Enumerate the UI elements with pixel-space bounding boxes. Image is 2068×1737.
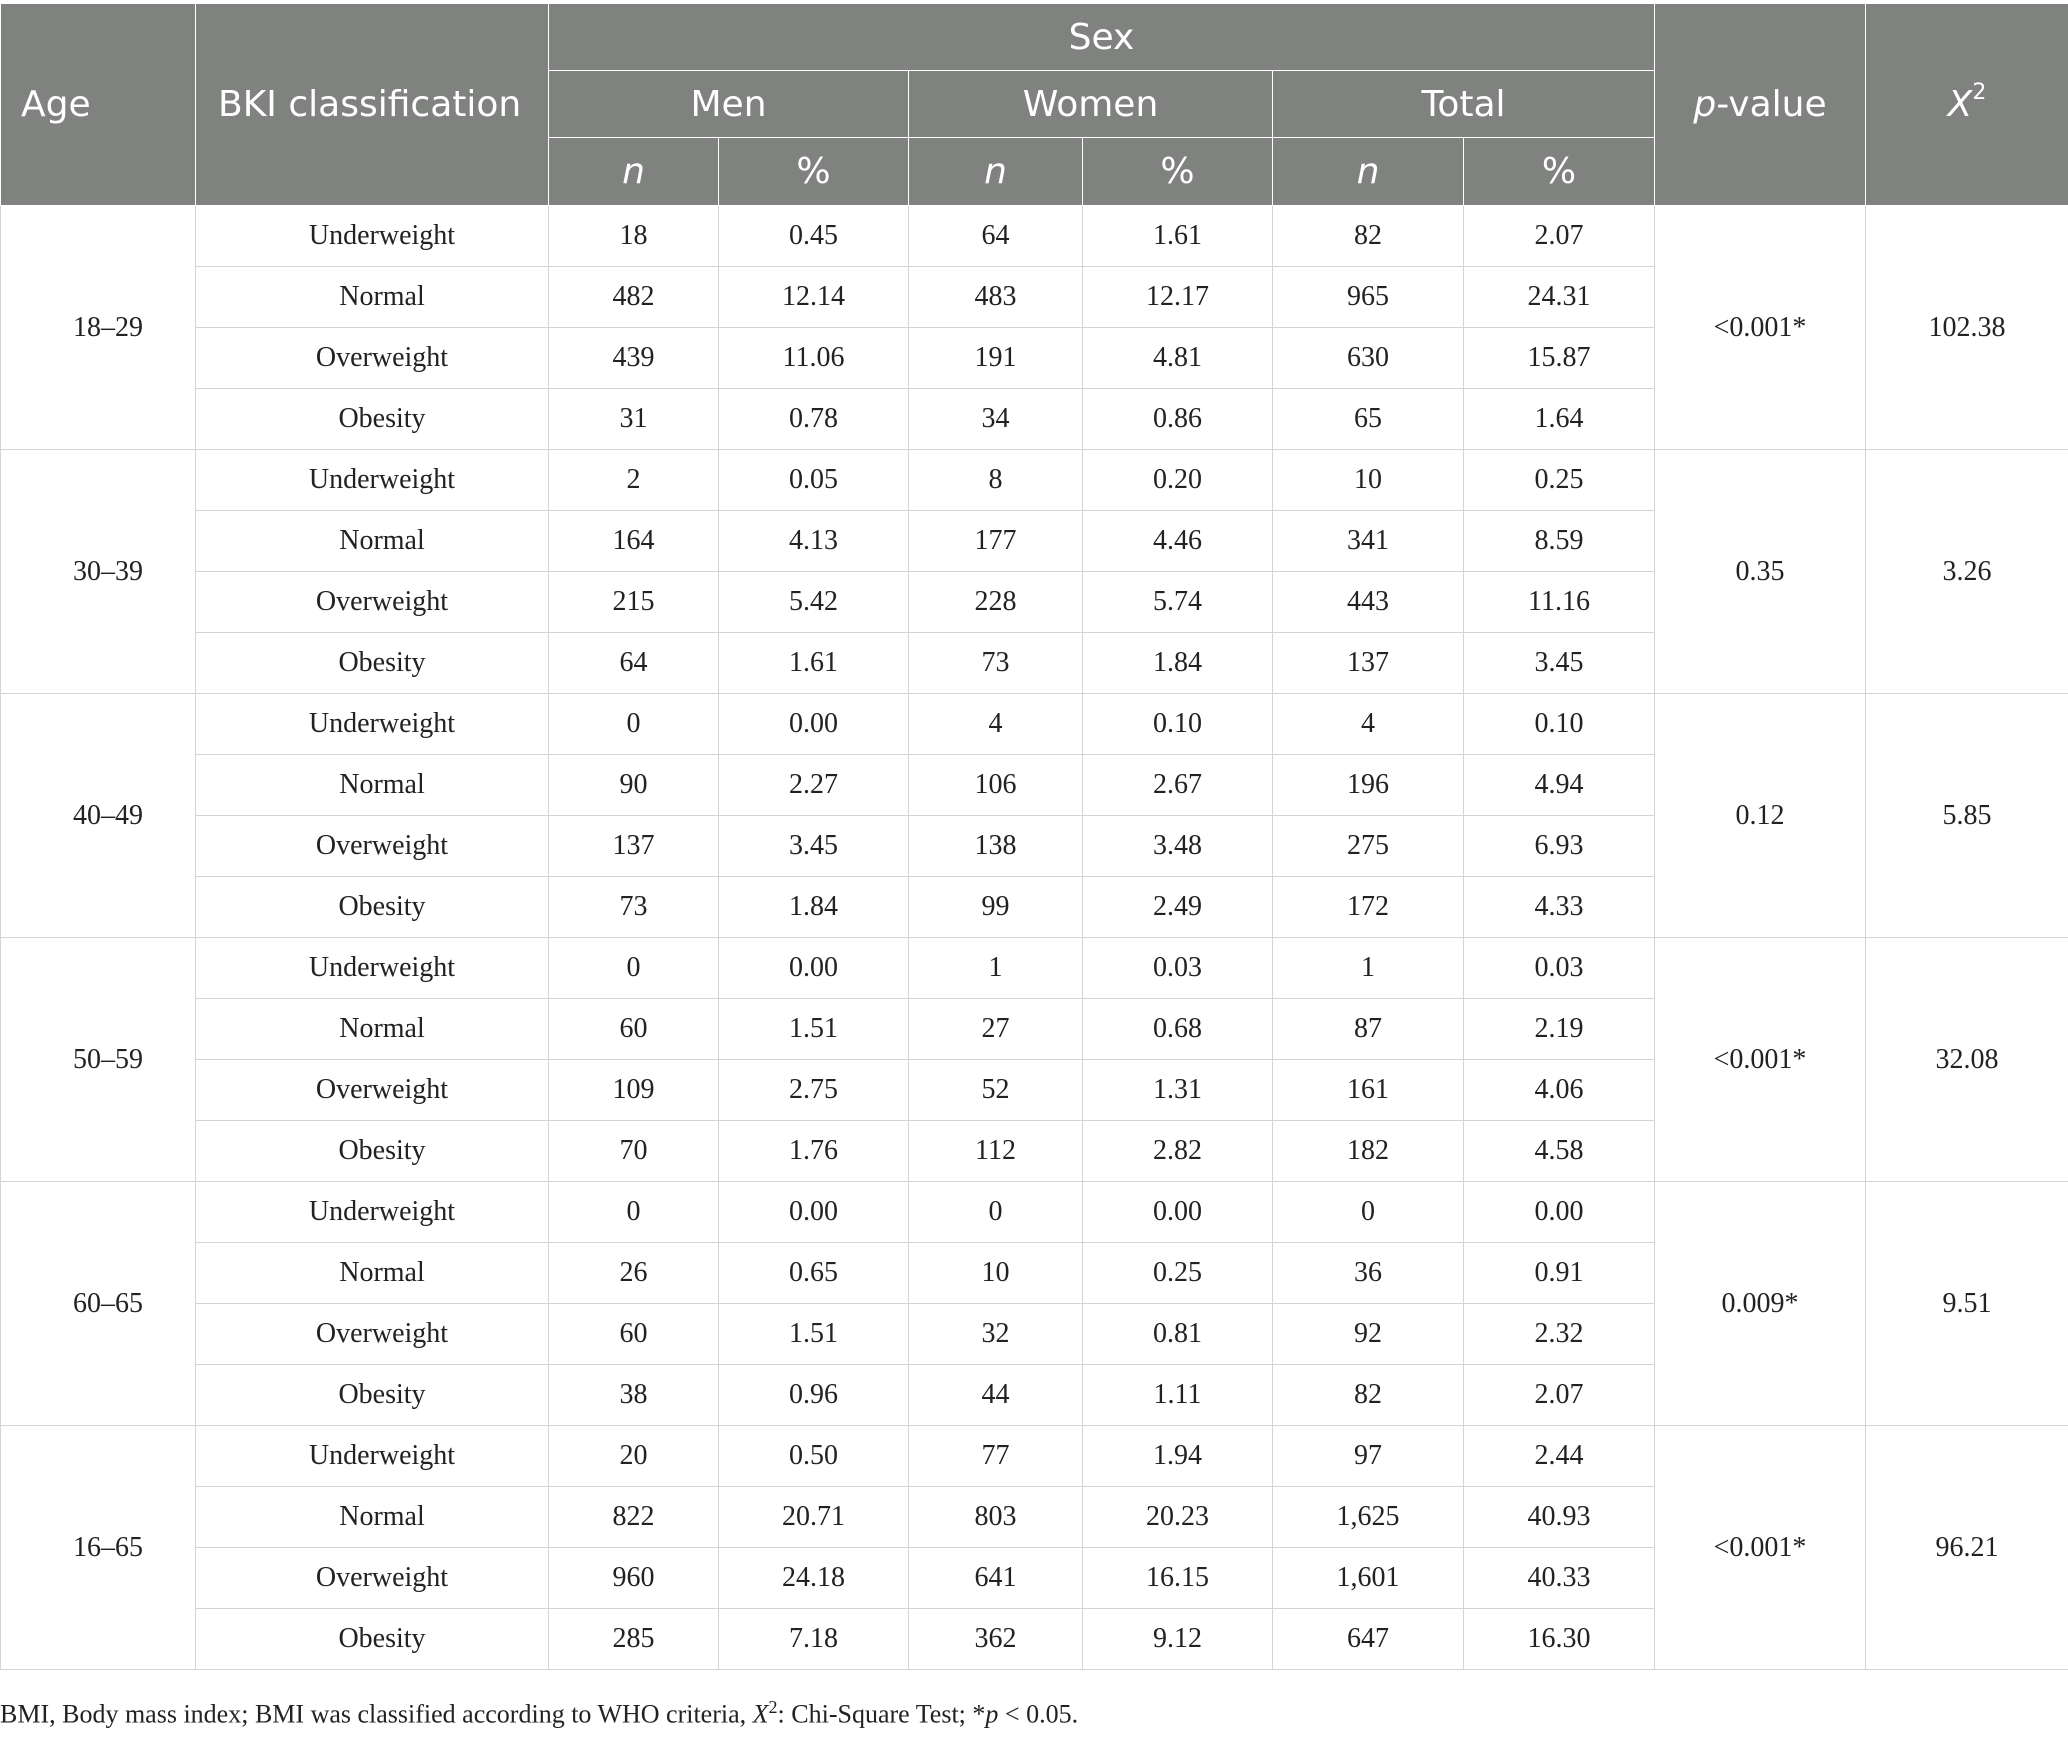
women-pct-cell: 4.46 — [1083, 511, 1273, 572]
chi-square-cell: 3.26 — [1866, 450, 2068, 694]
table-header — [1, 4, 2068, 206]
women-n-cell: 27 — [909, 999, 1083, 1060]
total-n-cell: 630 — [1273, 328, 1464, 389]
men-pct-cell: 0.65 — [719, 1243, 909, 1304]
total-n-cell: 82 — [1273, 1365, 1464, 1426]
p-value-cell: 0.12 — [1655, 694, 1866, 938]
chi-square-cell: 9.51 — [1866, 1182, 2068, 1426]
women-pct-cell: 1.94 — [1083, 1426, 1273, 1487]
footnote-p-symbol: p — [985, 1699, 999, 1729]
men-n-cell: 822 — [549, 1487, 719, 1548]
men-n-cell: 64 — [549, 633, 719, 694]
total-pct-cell: 4.58 — [1464, 1121, 1655, 1182]
women-pct-cell: 0.86 — [1083, 389, 1273, 450]
total-n-cell: 161 — [1273, 1060, 1464, 1121]
men-n-cell: 482 — [549, 267, 719, 328]
men-pct-cell: 20.71 — [719, 1487, 909, 1548]
total-pct-cell: 16.30 — [1464, 1609, 1655, 1670]
age-group-cell: 60–65 — [1, 1182, 196, 1426]
women-pct-cell: 1.31 — [1083, 1060, 1273, 1121]
total-n-cell: 87 — [1273, 999, 1464, 1060]
bmi-class-cell: Overweight — [196, 1304, 549, 1365]
total-pct-cell: 0.00 — [1464, 1182, 1655, 1243]
bmi-class-cell: Normal — [196, 1243, 549, 1304]
total-n-cell: 1 — [1273, 938, 1464, 999]
total-n-header: n — [1273, 138, 1464, 206]
total-n-cell: 65 — [1273, 389, 1464, 450]
women-pct-cell: 3.48 — [1083, 816, 1273, 877]
total-pct-cell: 0.03 — [1464, 938, 1655, 999]
men-pct-cell: 1.51 — [719, 999, 909, 1060]
bmi-class-cell: Obesity — [196, 1365, 549, 1426]
men-n-cell: 70 — [549, 1121, 719, 1182]
women-pct-cell: 0.00 — [1083, 1182, 1273, 1243]
men-n-cell: 31 — [549, 389, 719, 450]
women-n-cell: 10 — [909, 1243, 1083, 1304]
total-n-cell: 137 — [1273, 633, 1464, 694]
men-pct-cell: 11.06 — [719, 328, 909, 389]
total-pct-cell: 6.93 — [1464, 816, 1655, 877]
total-n-cell: 172 — [1273, 877, 1464, 938]
men-n-cell: 2 — [549, 450, 719, 511]
chi-symbol: X — [1947, 84, 1973, 125]
women-pct-header: % — [1083, 138, 1273, 206]
age-group-cell: 18–29 — [1, 206, 196, 450]
total-n-cell: 36 — [1273, 1243, 1464, 1304]
men-n-cell: 439 — [549, 328, 719, 389]
women-n-cell: 73 — [909, 633, 1083, 694]
men-pct-cell: 0.00 — [719, 938, 909, 999]
men-pct-cell: 5.42 — [719, 572, 909, 633]
bmi-class-cell: Overweight — [196, 572, 549, 633]
total-pct-cell: 4.94 — [1464, 755, 1655, 816]
total-n-cell: 182 — [1273, 1121, 1464, 1182]
bmi-class-cell: Underweight — [196, 1426, 549, 1487]
women-pct-cell: 0.20 — [1083, 450, 1273, 511]
men-n-cell: 20 — [549, 1426, 719, 1487]
women-pct-cell: 0.03 — [1083, 938, 1273, 999]
women-n-cell: 483 — [909, 267, 1083, 328]
women-pct-cell: 1.11 — [1083, 1365, 1273, 1426]
total-pct-cell: 2.32 — [1464, 1304, 1655, 1365]
table-row — [1, 206, 2068, 267]
women-n-cell: 8 — [909, 450, 1083, 511]
total-pct-cell: 2.07 — [1464, 206, 1655, 267]
total-pct-cell: 40.93 — [1464, 1487, 1655, 1548]
chi-square-header — [1866, 4, 2068, 206]
p-value-cell: 0.009* — [1655, 1182, 1866, 1426]
total-n-cell: 647 — [1273, 1609, 1464, 1670]
men-n-cell: 960 — [549, 1548, 719, 1609]
bmi-class-cell: Underweight — [196, 938, 549, 999]
bmi-class-cell: Obesity — [196, 877, 549, 938]
women-n-cell: 1 — [909, 938, 1083, 999]
p-value-suffix: -value — [1716, 84, 1827, 125]
total-n-cell: 82 — [1273, 206, 1464, 267]
total-pct-cell: 24.31 — [1464, 267, 1655, 328]
p-value-cell: <0.001* — [1655, 1426, 1866, 1670]
bmi-table — [0, 3, 2068, 1670]
men-pct-cell: 0.78 — [719, 389, 909, 450]
bmi-class-cell: Obesity — [196, 1609, 549, 1670]
footnote-text-3: < 0.05. — [998, 1699, 1079, 1729]
women-n-cell: 362 — [909, 1609, 1083, 1670]
chi-square-cell: 96.21 — [1866, 1426, 2068, 1670]
men-pct-cell: 1.51 — [719, 1304, 909, 1365]
men-pct-cell: 0.50 — [719, 1426, 909, 1487]
men-n-cell: 26 — [549, 1243, 719, 1304]
men-n-cell: 18 — [549, 206, 719, 267]
men-pct-cell: 0.05 — [719, 450, 909, 511]
bmi-class-cell: Overweight — [196, 1060, 549, 1121]
men-n-cell: 0 — [549, 1182, 719, 1243]
men-header: Men — [549, 71, 909, 138]
total-pct-cell: 1.64 — [1464, 389, 1655, 450]
table-row — [1, 694, 2068, 755]
men-pct-cell: 2.27 — [719, 755, 909, 816]
women-pct-cell: 2.49 — [1083, 877, 1273, 938]
men-pct-cell: 0.00 — [719, 1182, 909, 1243]
women-n-cell: 99 — [909, 877, 1083, 938]
total-n-cell: 10 — [1273, 450, 1464, 511]
p-symbol: p — [1693, 84, 1717, 125]
total-n-cell: 97 — [1273, 1426, 1464, 1487]
bmi-class-cell: Normal — [196, 511, 549, 572]
total-n-cell: 196 — [1273, 755, 1464, 816]
bmi-class-cell: Normal — [196, 999, 549, 1060]
bmi-class-cell: Underweight — [196, 206, 549, 267]
men-n-cell: 73 — [549, 877, 719, 938]
total-n-cell: 92 — [1273, 1304, 1464, 1365]
chi-square-cell: 102.38 — [1866, 206, 2068, 450]
p-value-cell: 0.35 — [1655, 450, 1866, 694]
table-row — [1, 1182, 2068, 1243]
footnote-chi-superscript: 2 — [768, 1697, 778, 1717]
women-header: Women — [909, 71, 1273, 138]
women-n-cell: 138 — [909, 816, 1083, 877]
age-header: Age — [1, 4, 196, 206]
footnote-text-1: BMI, Body mass index; BMI was classified according to WHO criteria, — [0, 1699, 753, 1729]
bmi-class-cell: Underweight — [196, 694, 549, 755]
women-pct-cell: 0.10 — [1083, 694, 1273, 755]
bmi-class-cell: Obesity — [196, 1121, 549, 1182]
women-n-cell: 177 — [909, 511, 1083, 572]
bmi-class-cell: Underweight — [196, 1182, 549, 1243]
women-pct-cell: 5.74 — [1083, 572, 1273, 633]
bki-classification-header: BKI classification — [196, 4, 549, 206]
women-n-cell: 106 — [909, 755, 1083, 816]
total-pct-cell: 2.07 — [1464, 1365, 1655, 1426]
women-n-cell: 44 — [909, 1365, 1083, 1426]
men-pct-cell: 7.18 — [719, 1609, 909, 1670]
men-pct-cell: 0.00 — [719, 694, 909, 755]
total-n-cell: 1,601 — [1273, 1548, 1464, 1609]
women-pct-cell: 1.61 — [1083, 206, 1273, 267]
total-n-cell: 1,625 — [1273, 1487, 1464, 1548]
total-pct-header: % — [1464, 138, 1655, 206]
women-n-header: n — [909, 138, 1083, 206]
women-pct-cell: 12.17 — [1083, 267, 1273, 328]
women-n-cell: 77 — [909, 1426, 1083, 1487]
age-group-cell: 40–49 — [1, 694, 196, 938]
men-pct-cell: 0.96 — [719, 1365, 909, 1426]
total-header: Total — [1273, 71, 1655, 138]
total-pct-cell: 0.25 — [1464, 450, 1655, 511]
footnote-text-2: : Chi-Square Test; * — [777, 1699, 986, 1729]
men-n-cell: 60 — [549, 1304, 719, 1365]
bmi-class-cell: Overweight — [196, 1548, 549, 1609]
women-n-cell: 228 — [909, 572, 1083, 633]
women-n-cell: 0 — [909, 1182, 1083, 1243]
men-pct-cell: 12.14 — [719, 267, 909, 328]
total-pct-cell: 40.33 — [1464, 1548, 1655, 1609]
chi-square-cell: 32.08 — [1866, 938, 2068, 1182]
total-pct-cell: 11.16 — [1464, 572, 1655, 633]
women-pct-cell: 2.67 — [1083, 755, 1273, 816]
men-pct-cell: 0.45 — [719, 206, 909, 267]
total-n-cell: 0 — [1273, 1182, 1464, 1243]
men-pct-cell: 1.76 — [719, 1121, 909, 1182]
p-value-header — [1655, 4, 1866, 206]
table-row — [1, 938, 2068, 999]
bmi-class-cell: Underweight — [196, 450, 549, 511]
age-group-cell: 30–39 — [1, 450, 196, 694]
women-pct-cell: 0.81 — [1083, 1304, 1273, 1365]
men-pct-cell: 3.45 — [719, 816, 909, 877]
age-group-cell: 16–65 — [1, 1426, 196, 1670]
women-pct-cell: 2.82 — [1083, 1121, 1273, 1182]
bmi-class-cell: Normal — [196, 267, 549, 328]
total-pct-cell: 8.59 — [1464, 511, 1655, 572]
total-pct-cell: 0.10 — [1464, 694, 1655, 755]
women-n-cell: 112 — [909, 1121, 1083, 1182]
total-n-cell: 275 — [1273, 816, 1464, 877]
men-n-cell: 38 — [549, 1365, 719, 1426]
women-n-cell: 32 — [909, 1304, 1083, 1365]
men-n-cell: 109 — [549, 1060, 719, 1121]
total-pct-cell: 4.33 — [1464, 877, 1655, 938]
men-n-cell: 215 — [549, 572, 719, 633]
table-body — [1, 206, 2068, 1670]
women-n-cell: 34 — [909, 389, 1083, 450]
women-pct-cell: 20.23 — [1083, 1487, 1273, 1548]
men-pct-cell: 1.61 — [719, 633, 909, 694]
women-n-cell: 4 — [909, 694, 1083, 755]
age-group-cell: 50–59 — [1, 938, 196, 1182]
table-row — [1, 1426, 2068, 1487]
total-n-cell: 4 — [1273, 694, 1464, 755]
women-n-cell: 803 — [909, 1487, 1083, 1548]
chi-superscript: 2 — [1972, 80, 1987, 105]
men-pct-cell: 2.75 — [719, 1060, 909, 1121]
men-pct-header: % — [719, 138, 909, 206]
men-pct-cell: 24.18 — [719, 1548, 909, 1609]
men-n-cell: 285 — [549, 1609, 719, 1670]
table-footnote — [0, 1697, 1078, 1730]
men-pct-cell: 4.13 — [719, 511, 909, 572]
p-value-cell: <0.001* — [1655, 206, 1866, 450]
men-n-cell: 60 — [549, 999, 719, 1060]
men-n-cell: 164 — [549, 511, 719, 572]
women-pct-cell: 0.25 — [1083, 1243, 1273, 1304]
total-pct-cell: 2.19 — [1464, 999, 1655, 1060]
women-pct-cell: 16.15 — [1083, 1548, 1273, 1609]
women-n-cell: 52 — [909, 1060, 1083, 1121]
bmi-class-cell: Normal — [196, 1487, 549, 1548]
men-n-cell: 90 — [549, 755, 719, 816]
men-n-header: n — [549, 138, 719, 206]
total-pct-cell: 2.44 — [1464, 1426, 1655, 1487]
total-pct-cell: 15.87 — [1464, 328, 1655, 389]
bmi-class-cell: Normal — [196, 755, 549, 816]
men-pct-cell: 1.84 — [719, 877, 909, 938]
total-pct-cell: 0.91 — [1464, 1243, 1655, 1304]
bmi-class-cell: Obesity — [196, 633, 549, 694]
men-n-cell: 137 — [549, 816, 719, 877]
bmi-class-cell: Obesity — [196, 389, 549, 450]
women-pct-cell: 9.12 — [1083, 1609, 1273, 1670]
p-value-cell: <0.001* — [1655, 938, 1866, 1182]
women-n-cell: 641 — [909, 1548, 1083, 1609]
men-n-cell: 0 — [549, 694, 719, 755]
chi-square-cell: 5.85 — [1866, 694, 2068, 938]
total-n-cell: 341 — [1273, 511, 1464, 572]
women-pct-cell: 1.84 — [1083, 633, 1273, 694]
total-n-cell: 443 — [1273, 572, 1464, 633]
table-row — [1, 450, 2068, 511]
women-n-cell: 191 — [909, 328, 1083, 389]
women-pct-cell: 0.68 — [1083, 999, 1273, 1060]
bmi-class-cell: Overweight — [196, 328, 549, 389]
women-pct-cell: 4.81 — [1083, 328, 1273, 389]
women-n-cell: 64 — [909, 206, 1083, 267]
men-n-cell: 0 — [549, 938, 719, 999]
sex-header: Sex — [549, 4, 1655, 71]
total-pct-cell: 4.06 — [1464, 1060, 1655, 1121]
total-n-cell: 965 — [1273, 267, 1464, 328]
total-pct-cell: 3.45 — [1464, 633, 1655, 694]
bmi-class-cell: Overweight — [196, 816, 549, 877]
footnote-chi-symbol: X — [752, 1699, 769, 1729]
